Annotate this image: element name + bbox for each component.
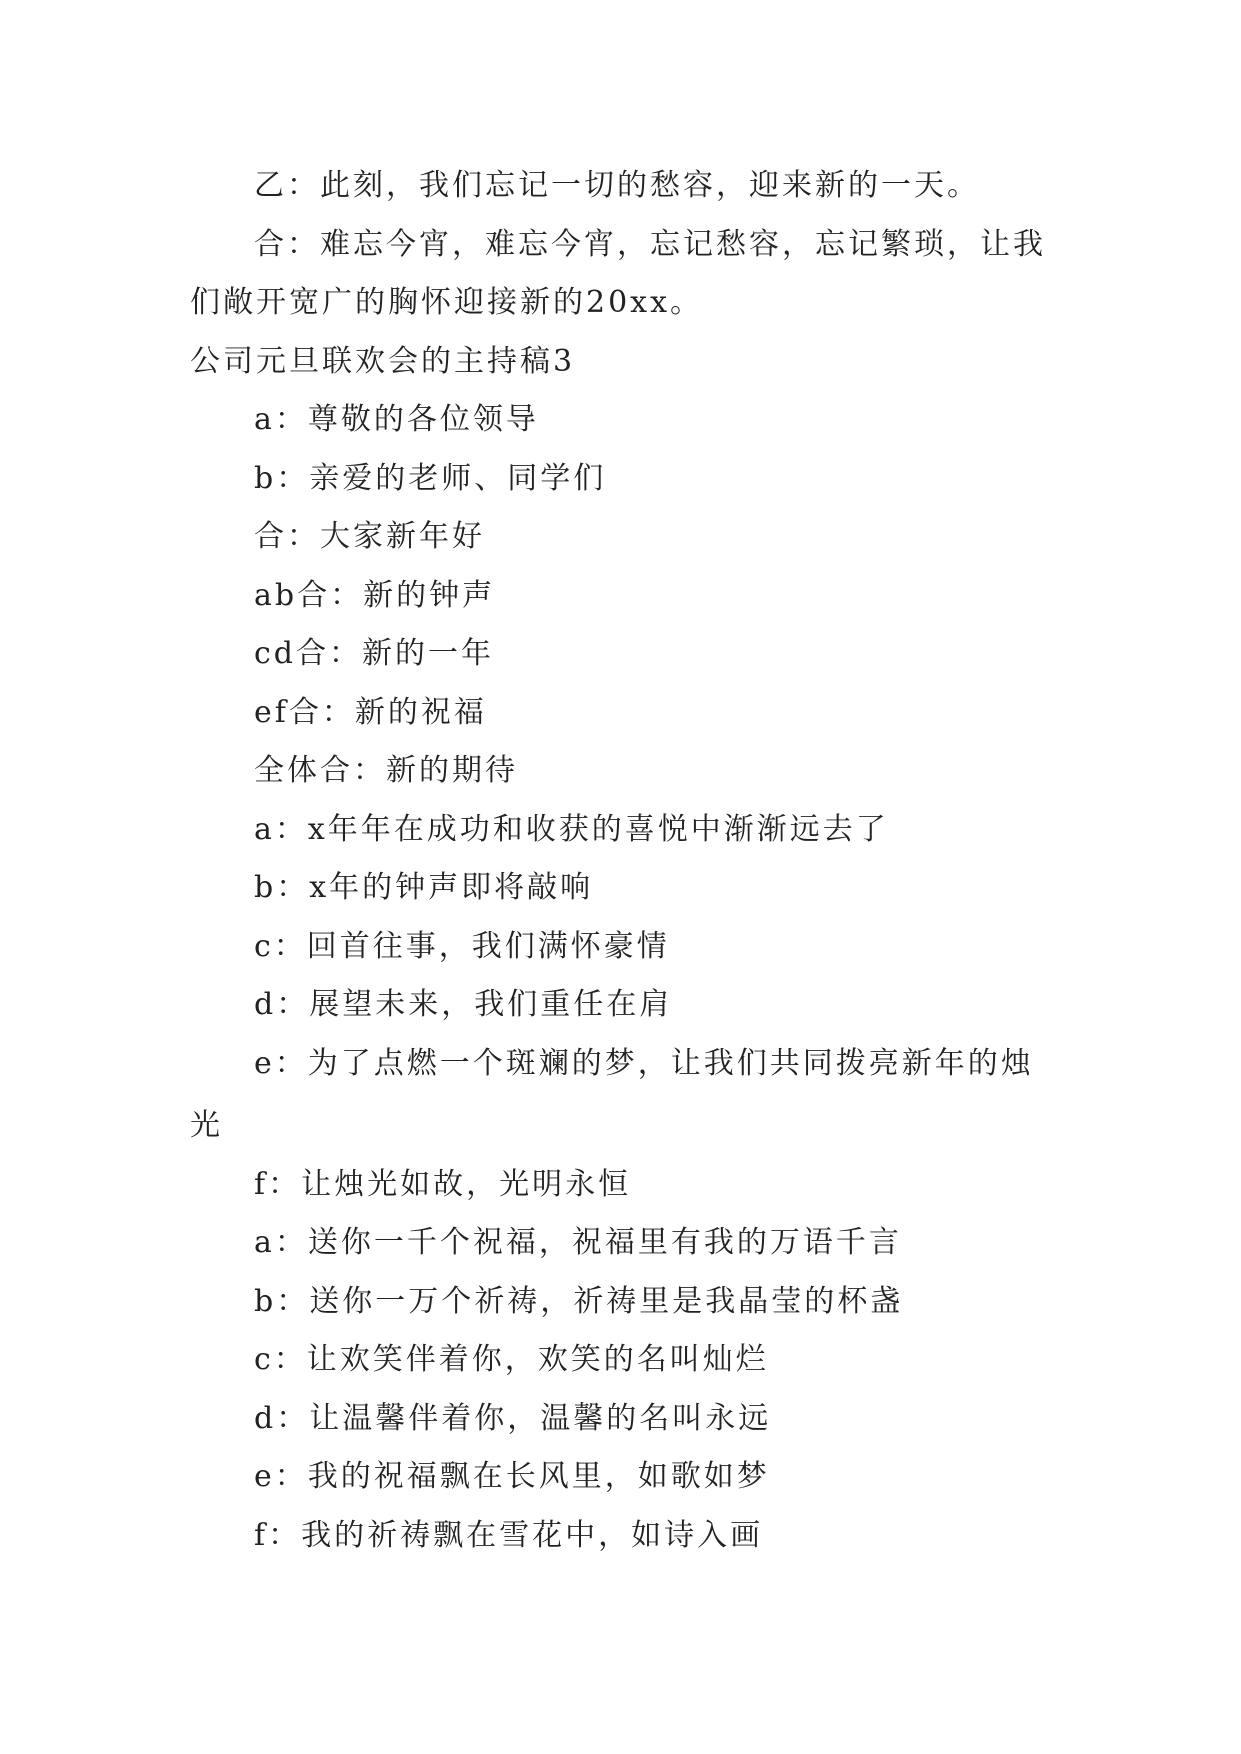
script-line: f：我的祈祷飘在雪花中，如诗入画 xyxy=(254,1517,764,1553)
script-line: d：展望未来，我们重任在肩 xyxy=(254,987,673,1022)
script-line: e：为了点燃一个斑斓的梦，让我们共同拨亮新年的烛 xyxy=(254,1045,1034,1081)
script-line: 全体合：新的期待 xyxy=(254,753,518,788)
paragraph-line: 乙：此刻，我们忘记一切的愁容，迎来新的一天。 xyxy=(254,168,980,203)
paragraph-line: 合：难忘今宵，难忘今宵，忘记愁容，忘记繁琐，让我 xyxy=(254,226,1046,262)
document-body xyxy=(190,157,1052,1565)
section-title: 公司元旦联欢会的主持稿3 xyxy=(190,343,576,379)
script-line: a：送你一千个祝福，祝福里有我的万语千言 xyxy=(254,1225,902,1260)
script-line: cd合：新的一年 xyxy=(254,636,495,671)
script-line: a：x年年在成功和收获的喜悦中渐渐远去了 xyxy=(254,811,889,847)
script-line: b：x年的钟声即将敲响 xyxy=(254,870,594,905)
script-line: d：让温馨伴着你，温馨的名叫永远 xyxy=(254,1400,772,1436)
script-line: b：送你一万个祈祷，祈祷里是我晶莹的杯盏 xyxy=(254,1283,904,1319)
script-line-continuation: 光 xyxy=(190,1108,223,1143)
script-line: b：亲爱的老师、同学们 xyxy=(254,460,607,496)
script-line: a：尊敬的各位领导 xyxy=(254,402,539,437)
script-line: c：回首往事，我们满怀豪情 xyxy=(254,928,670,964)
script-line: ef合：新的祝福 xyxy=(254,694,487,730)
paragraph-line-continuation: 们敞开宽广的胸怀迎接新的20xx。 xyxy=(190,285,704,320)
script-line: c：让欢笑伴着你，欢笑的名叫灿烂 xyxy=(254,1342,769,1377)
script-line: f：让烛光如故，光明永恒 xyxy=(254,1166,632,1202)
script-line: 合：大家新年好 xyxy=(254,519,485,554)
script-line: e：我的祝福飘在长风里，如歌如梦 xyxy=(254,1459,770,1494)
script-line: ab合：新的钟声 xyxy=(254,577,496,613)
